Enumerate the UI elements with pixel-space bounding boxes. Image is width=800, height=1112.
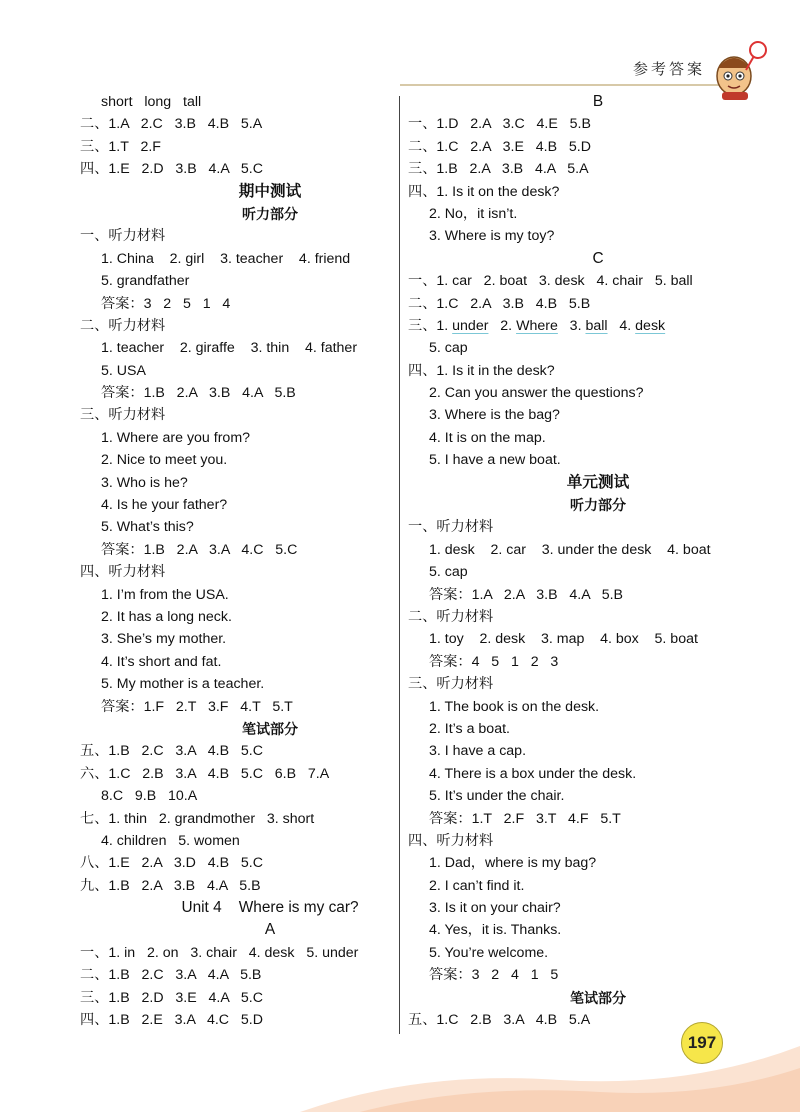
answer-text: 三、1. xyxy=(408,317,453,334)
header-rule xyxy=(400,84,722,86)
answer-line: 二、1.B 2.C 3.A 4.A 5.B xyxy=(80,967,262,984)
section-subtitle: 听力部分 xyxy=(242,205,298,222)
answer-line: 八、1.E 2.A 3.D 4.B 5.C xyxy=(80,855,263,872)
underlined-answer: ball xyxy=(585,317,608,334)
answer-line: 二、1.C 2.A 3.E 4.B 5.D xyxy=(408,138,591,155)
answer-line: 5. cap xyxy=(429,564,468,581)
answer-line: 一、听力材料 xyxy=(80,228,166,245)
answer-line: 3. Is it on your chair? xyxy=(429,900,561,917)
answer-line: 五、1.B 2.C 3.A 4.B 5.C xyxy=(80,743,263,760)
answer-line: 8.C 9.B 10.A xyxy=(101,788,198,805)
right-answer-column xyxy=(408,91,788,1031)
answer-line: 答案：3 2 4 1 5 xyxy=(429,967,559,984)
footer-wave-decoration xyxy=(0,1036,800,1112)
answer-line: 二、听力材料 xyxy=(80,317,166,334)
answer-line: 4. It is on the map. xyxy=(429,429,546,446)
answer-line: 3. Where is my toy? xyxy=(429,228,555,245)
answer-line: 二、1.A 2.C 3.B 4.B 5.A xyxy=(80,116,263,133)
unit-heading: A xyxy=(264,921,276,939)
answer-line: 一、听力材料 xyxy=(408,519,494,536)
answer-line: 5. I have a new boat. xyxy=(429,452,561,469)
answer-line: 1. The book is on the desk. xyxy=(429,698,600,715)
answer-line: 九、1.B 2.A 3.B 4.A 5.B xyxy=(80,877,261,894)
answer-line: 3. Who is he? xyxy=(101,474,188,491)
answer-line: 5. USA xyxy=(101,362,146,379)
section-title: 期中测试 xyxy=(238,182,302,200)
answer-line: short long tall xyxy=(101,94,202,110)
underlined-answer: desk xyxy=(635,317,666,334)
answer-line: 1. Where are you from? xyxy=(101,429,251,446)
answer-line: 2. I can’t find it. xyxy=(429,877,525,894)
answer-line: 七、1. thin 2. grandmother 3. short xyxy=(80,810,315,827)
answer-line: 2. It has a long neck. xyxy=(101,608,232,625)
answer-line: 2. No，it isn’t. xyxy=(429,205,518,222)
answer-line: 2. Nice to meet you. xyxy=(101,452,228,469)
answer-line: 1. China 2. girl 3. teacher 4. friend xyxy=(101,250,351,267)
answer-line: 答案：4 5 1 2 3 xyxy=(429,653,559,670)
answer-line: 5. It’s under the chair. xyxy=(429,788,565,805)
answer-line: 2. Can you answer the questions? xyxy=(429,385,644,402)
answer-line: 三、听力材料 xyxy=(408,676,494,693)
answer-line: 2. It’s a boat. xyxy=(429,720,510,737)
answer-line: 一、1.D 2.A 3.C 4.E 5.B xyxy=(408,116,591,133)
answer-line: 5. My mother is a teacher. xyxy=(101,676,265,693)
answer-text: 2. xyxy=(488,317,517,334)
answer-line: 答案：3 2 5 1 4 xyxy=(101,295,231,312)
answer-line: 4. It’s short and fat. xyxy=(101,653,222,670)
answer-line: 答案：1.B 2.A 3.B 4.A 5.B xyxy=(101,385,296,402)
answer-line: 1. desk 2. car 3. under the desk 4. boat xyxy=(429,541,711,558)
answer-line: 二、听力材料 xyxy=(408,608,494,625)
answer-line: 二、1.C 2.A 3.B 4.B 5.B xyxy=(408,295,591,312)
answer-line: 1. I’m from the USA. xyxy=(101,586,229,603)
unit-heading: B xyxy=(592,93,604,110)
section-subtitle: 笔试部分 xyxy=(242,720,298,737)
answer-line: 5. What’s this? xyxy=(101,519,194,536)
underlined-answer: under xyxy=(452,317,489,334)
answer-line: 六、1.C 2.B 3.A 4.B 5.C 6.B 7.A xyxy=(80,765,330,782)
answer-line: 五、1.C 2.B 3.A 4.B 5.A xyxy=(408,1012,591,1029)
underlined-answer: Where xyxy=(516,317,558,334)
answer-line: 四、1.B 2.E 3.A 4.C 5.D xyxy=(80,1012,263,1029)
answer-line: 3. She’s my mother. xyxy=(101,631,227,648)
page-number-badge xyxy=(681,1022,723,1064)
answer-line: 4. children 5. women xyxy=(101,832,240,849)
answer-line: 答案：1.B 2.A 3.A 4.C 5.C xyxy=(101,541,298,558)
answer-line: 5. grandfather xyxy=(101,273,190,290)
answer-line: 1. toy 2. desk 3. map 4. box 5. boat xyxy=(429,631,698,648)
section-subtitle: 笔试部分 xyxy=(570,989,626,1006)
answer-line: 3. I have a cap. xyxy=(429,743,527,760)
answer-line: 答案：1.T 2.F 3.T 4.F 5.T xyxy=(429,810,621,827)
section-title: 单元测试 xyxy=(566,473,630,491)
answer-text: 4. xyxy=(607,317,636,334)
page-number: 197 xyxy=(687,1033,717,1052)
answer-line: 三、1.T 2.F xyxy=(80,138,161,155)
answer-line xyxy=(408,315,788,337)
answer-line: 三、听力材料 xyxy=(80,407,166,424)
answer-line: 3. Where is the bag? xyxy=(429,407,560,424)
answer-line: 三、1.B 2.A 3.B 4.A 5.A xyxy=(408,161,589,178)
unit-heading: Unit 4 Where is my car? xyxy=(181,899,359,917)
answer-line: 四、1. Is it in the desk? xyxy=(408,362,555,379)
answer-line: 答案：1.F 2.T 3.F 4.T 5.T xyxy=(101,698,293,715)
answer-line: 1. Dad，where is my bag? xyxy=(429,855,597,872)
unit-heading: C xyxy=(592,249,604,267)
answer-line: 四、听力材料 xyxy=(80,564,166,581)
answer-line: 5. You’re welcome. xyxy=(429,944,549,961)
section-subtitle: 听力部分 xyxy=(570,497,626,514)
answer-line: 4. Is he your father? xyxy=(101,497,228,514)
answer-line: 5. cap xyxy=(429,340,468,357)
answer-line: 4. Yes，it is. Thanks. xyxy=(429,922,562,939)
answer-line: 一、1. in 2. on 3. chair 4. desk 5. under xyxy=(80,944,359,961)
answer-text: 3. xyxy=(557,317,586,334)
answer-line: 答案：1.A 2.A 3.B 4.A 5.B xyxy=(429,586,623,603)
answer-line: 四、1. Is it on the desk? xyxy=(408,183,560,200)
answer-line: 一、1. car 2. boat 3. desk 4. chair 5. ball xyxy=(408,273,693,290)
page-header-title: 参考答案 xyxy=(633,61,706,78)
left-answer-column xyxy=(80,91,460,1031)
answer-line: 四、1.E 2.D 3.B 4.A 5.C xyxy=(80,161,263,178)
answer-line: 4. There is a box under the desk. xyxy=(429,765,637,782)
answer-line: 三、1.B 2.D 3.E 4.A 5.C xyxy=(80,989,263,1006)
answer-line: 1. teacher 2. giraffe 3. thin 4. father xyxy=(101,340,358,357)
answer-line: 四、听力材料 xyxy=(408,832,494,849)
